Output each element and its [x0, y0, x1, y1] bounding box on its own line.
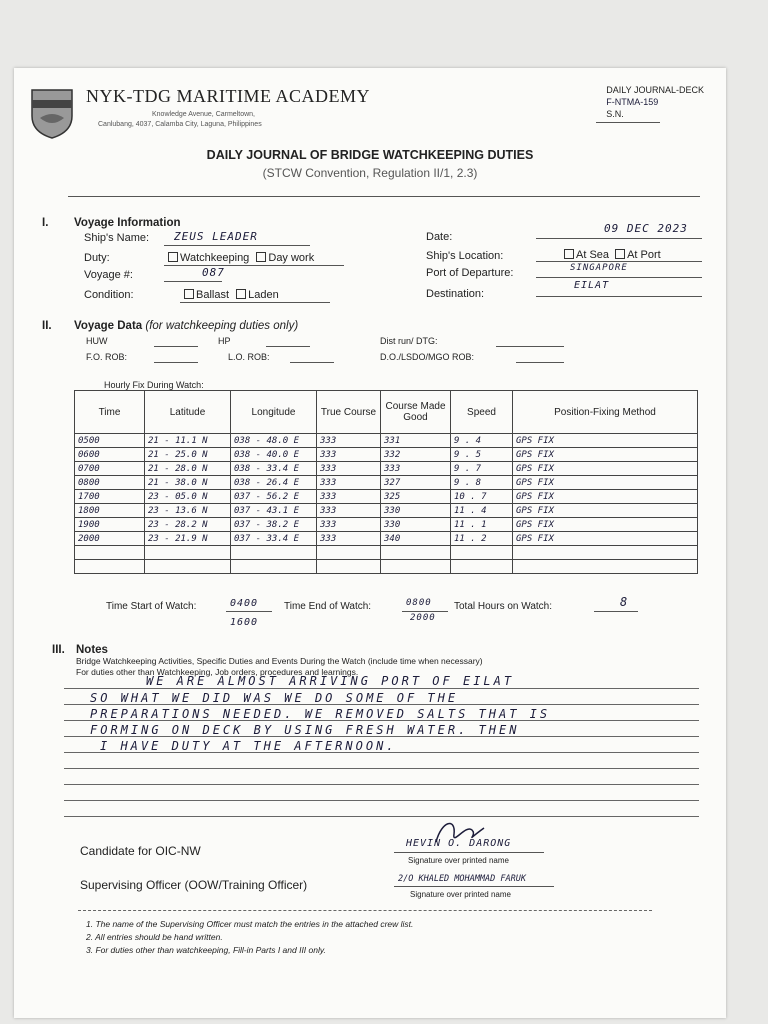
destination-line — [536, 296, 702, 297]
cell-speed[interactable]: 11 . 1 — [451, 518, 513, 532]
col-longitude: Longitude — [231, 391, 317, 434]
time-start-value-1[interactable]: 0400 — [230, 598, 259, 609]
cell-time[interactable]: 0700 — [75, 462, 145, 476]
footnote-2: 2. All entries should be hand written. — [86, 932, 223, 942]
journal-page — [14, 68, 726, 1018]
cell-speed[interactable]: 10 . 7 — [451, 490, 513, 504]
cell-fixing-method[interactable]: GPS FIX — [513, 434, 698, 448]
section-2-heading-wrap — [74, 320, 298, 332]
cell-fixing-method[interactable] — [513, 546, 698, 560]
col-course-made-good: Course Made Good — [381, 391, 451, 434]
form-code: F-NTMA-159 — [606, 97, 659, 107]
cell-fixing-method[interactable]: GPS FIX — [513, 462, 698, 476]
table-row — [75, 560, 698, 574]
cell-course-made-good[interactable]: 331 — [381, 434, 451, 448]
at-port-checkbox[interactable] — [615, 249, 625, 259]
candidate-sig-line — [394, 852, 544, 853]
col-true-course: True Course — [317, 391, 381, 434]
cell-latitude[interactable]: 23 - 28.2 N — [145, 518, 231, 532]
col-speed: Speed — [451, 391, 513, 434]
cell-latitude[interactable]: 23 - 13.6 N — [145, 504, 231, 518]
time-start-label: Time Start of Watch: — [106, 601, 197, 612]
address-line-2: Canlubang, 4037, Calamba City, Laguna, Philippines — [98, 121, 262, 128]
date-line — [536, 238, 702, 239]
cell-latitude[interactable]: 23 - 05.0 N — [145, 490, 231, 504]
hourly-fix-table — [74, 390, 698, 574]
huw-line — [154, 346, 198, 347]
table-row — [75, 462, 698, 476]
cell-longitude[interactable]: 038 - 40.0 E — [231, 448, 317, 462]
cell-latitude[interactable] — [145, 546, 231, 560]
cell-fixing-method[interactable]: GPS FIX — [513, 518, 698, 532]
total-hours-value[interactable]: 8 — [620, 595, 629, 609]
cell-time[interactable]: 2000 — [75, 532, 145, 546]
notes-text-line-3[interactable]: PREPARATIONS NEEDED. WE REMOVED SALTS THAT IS — [90, 707, 551, 721]
cell-latitude[interactable]: 21 - 25.0 N — [145, 448, 231, 462]
table-row — [75, 532, 698, 546]
supervising-officer-name[interactable]: 2/O KHALED MOHAMMAD FARUK — [398, 874, 526, 884]
table-row — [75, 490, 698, 504]
cell-course-made-good[interactable]: 330 — [381, 504, 451, 518]
cell-course-made-good[interactable] — [381, 560, 451, 574]
fo-rob-label: F.O. ROB: — [86, 352, 128, 362]
condition-label: Condition: — [84, 289, 134, 301]
cell-speed[interactable]: 11 . 2 — [451, 532, 513, 546]
cell-longitude[interactable]: 038 - 26.4 E — [231, 476, 317, 490]
at-port-label: At Port — [627, 249, 661, 261]
section-2-note: (for watchkeeping duties only) — [145, 320, 299, 332]
cell-true-course[interactable]: 333 — [317, 504, 381, 518]
col-time: Time — [75, 391, 145, 434]
dist-line — [496, 346, 564, 347]
ballast-label: Ballast — [196, 289, 230, 301]
do-rob-label: D.O./LSDO/MGO ROB: — [380, 352, 475, 362]
daywork-label: Day work — [268, 252, 315, 264]
cell-speed[interactable] — [451, 546, 513, 560]
notes-line-8 — [64, 800, 699, 801]
notes-line-9 — [64, 816, 699, 817]
ships-name-label: Ship's Name: — [84, 232, 150, 244]
table-row — [75, 546, 698, 560]
cell-course-made-good[interactable]: 325 — [381, 490, 451, 504]
cell-course-made-good[interactable]: 327 — [381, 476, 451, 490]
cell-fixing-method[interactable] — [513, 560, 698, 574]
voyage-line — [164, 281, 222, 282]
cell-latitude[interactable] — [145, 560, 231, 574]
sn-label: S.N. — [606, 109, 624, 119]
duty-line — [164, 265, 344, 266]
form-reference — [606, 84, 704, 120]
cell-course-made-good[interactable]: 330 — [381, 518, 451, 532]
cell-speed[interactable]: 9 . 4 — [451, 434, 513, 448]
section-3-number: III. — [52, 644, 65, 656]
departure-label: Port of Departure: — [426, 267, 514, 279]
ships-name-value[interactable]: ZEUS LEADER — [174, 230, 258, 243]
cell-speed[interactable] — [451, 560, 513, 574]
cell-speed[interactable]: 9 . 5 — [451, 448, 513, 462]
voyage-number-label: Voyage #: — [84, 269, 133, 281]
notes-text-line-1[interactable]: WE ARE ALMOST ARRIVING PORT OF EILAT — [146, 674, 515, 688]
form-type: DAILY JOURNAL-DECK — [606, 85, 704, 95]
time-start-line — [226, 611, 272, 612]
watchkeeping-checkbox[interactable] — [168, 252, 178, 262]
cell-true-course[interactable] — [317, 546, 381, 560]
hp-line — [266, 346, 310, 347]
cell-time[interactable]: 0600 — [75, 448, 145, 462]
cell-time[interactable]: 0500 — [75, 434, 145, 448]
cell-fixing-method[interactable]: GPS FIX — [513, 504, 698, 518]
cell-latitude[interactable]: 21 - 38.0 N — [145, 476, 231, 490]
date-label: Date: — [426, 231, 453, 243]
location-label: Ship's Location: — [426, 250, 504, 262]
notes-text-line-2[interactable]: SO WHAT WE DID WAS WE DO SOME OF THE — [90, 691, 459, 705]
cell-true-course[interactable]: 333 — [317, 462, 381, 476]
academy-crest-icon — [30, 88, 74, 140]
cell-true-course[interactable]: 333 — [317, 448, 381, 462]
cell-longitude[interactable] — [231, 546, 317, 560]
location-line — [536, 261, 702, 262]
candidate-label: Candidate for OIC-NW — [80, 844, 201, 858]
destination-label: Destination: — [426, 288, 485, 300]
cell-time[interactable]: 1700 — [75, 490, 145, 504]
notes-text-line-4[interactable]: FORMING ON DECK BY USING FRESH WATER. THEN — [90, 723, 520, 737]
ships-name-line — [164, 245, 310, 246]
col-fixing-method: Position-Fixing Method — [513, 391, 698, 434]
ballast-checkbox[interactable] — [184, 289, 194, 299]
cell-time[interactable] — [75, 560, 145, 574]
cell-time[interactable]: 0800 — [75, 476, 145, 490]
cell-course-made-good[interactable]: 333 — [381, 462, 451, 476]
cell-fixing-method[interactable]: GPS FIX — [513, 448, 698, 462]
page-subtitle: (STCW Convention, Regulation II/1, 2.3) — [262, 166, 478, 180]
cell-true-course[interactable] — [317, 560, 381, 574]
duty-options — [168, 252, 314, 264]
table-row — [75, 476, 698, 490]
departure-line — [536, 277, 702, 278]
cell-course-made-good[interactable]: 332 — [381, 448, 451, 462]
cell-true-course[interactable]: 333 — [317, 476, 381, 490]
cell-longitude[interactable]: 037 - 33.4 E — [231, 532, 317, 546]
cell-course-made-good[interactable]: 340 — [381, 532, 451, 546]
destination-value[interactable]: EILAT — [574, 280, 610, 291]
time-start-value-2[interactable]: 1600 — [230, 617, 259, 628]
notes-description-2: For duties other than Watchkeeping, Job orders, procedures and learnings. — [76, 667, 359, 677]
title-divider — [68, 196, 700, 197]
cell-true-course[interactable]: 333 — [317, 490, 381, 504]
cell-speed[interactable]: 11 . 4 — [451, 504, 513, 518]
at-sea-checkbox[interactable] — [564, 249, 574, 259]
col-latitude: Latitude — [145, 391, 231, 434]
cell-course-made-good[interactable] — [381, 546, 451, 560]
do-line — [516, 362, 564, 363]
cell-longitude[interactable]: 037 - 38.2 E — [231, 518, 317, 532]
cell-fixing-method[interactable]: GPS FIX — [513, 490, 698, 504]
officer-sig-line — [394, 886, 554, 887]
daywork-checkbox[interactable] — [256, 252, 266, 262]
laden-label: Laden — [248, 289, 279, 301]
at-sea-label: At Sea — [576, 249, 610, 261]
laden-checkbox[interactable] — [236, 289, 246, 299]
footnotes — [86, 918, 413, 957]
cell-time[interactable]: 1800 — [75, 504, 145, 518]
date-value[interactable]: 09 DEC 2023 — [604, 222, 688, 235]
table-row — [75, 434, 698, 448]
cell-longitude[interactable]: 037 - 56.2 E — [231, 490, 317, 504]
fo-line — [154, 362, 198, 363]
cell-true-course[interactable]: 333 — [317, 518, 381, 532]
section-2-heading: Voyage Data — [74, 320, 143, 332]
section-3-heading: Notes — [76, 644, 108, 656]
total-hours-label: Total Hours on Watch: — [454, 601, 553, 612]
sn-line — [596, 122, 660, 123]
cell-fixing-method[interactable]: GPS FIX — [513, 532, 698, 546]
cell-fixing-method[interactable]: GPS FIX — [513, 476, 698, 490]
huw-label: HUW — [86, 336, 108, 346]
time-end-line — [402, 611, 448, 612]
section-1-heading: Voyage Information — [74, 217, 181, 229]
cell-true-course[interactable]: 333 — [317, 532, 381, 546]
table-row — [75, 518, 698, 532]
departure-value[interactable]: SINGAPORE — [570, 263, 628, 273]
notes-line-6 — [64, 768, 699, 769]
cell-time[interactable]: 1900 — [75, 518, 145, 532]
cell-longitude[interactable]: 038 - 48.0 E — [231, 434, 317, 448]
cell-true-course[interactable]: 333 — [317, 434, 381, 448]
cell-longitude[interactable]: 037 - 43.1 E — [231, 504, 317, 518]
candidate-name[interactable]: HEVIN O. DARONG — [406, 838, 512, 849]
voyage-number-value[interactable]: 087 — [202, 266, 225, 279]
hourly-fix-label: Hourly Fix During Watch: — [104, 380, 204, 390]
section-2-number: II. — [42, 320, 52, 332]
duty-label: Duty: — [84, 252, 110, 264]
address-line-1: Knowledge Avenue, Carmeltown, — [152, 111, 255, 118]
table-row — [75, 504, 698, 518]
notes-description-1: Bridge Watchkeeping Activities, Specific Duties and Events During the Watch (include time when necessary) — [76, 656, 483, 666]
section-1-number: I. — [42, 217, 49, 229]
time-end-value-2[interactable]: 2000 — [410, 613, 436, 623]
notes-line-7 — [64, 784, 699, 785]
table-row — [75, 448, 698, 462]
location-options — [564, 249, 661, 261]
cell-longitude[interactable] — [231, 560, 317, 574]
officer-sig-caption: Signature over printed name — [410, 890, 511, 899]
hp-label: HP — [218, 336, 231, 346]
org-name: NYK-TDG MARITIME ACADEMY — [86, 86, 370, 106]
page-title: DAILY JOURNAL OF BRIDGE WATCHKEEPING DUTIES — [206, 148, 534, 162]
table-header-row — [75, 391, 698, 434]
notes-text-line-5[interactable]: I HAVE DUTY AT THE AFTERNOON. — [100, 739, 397, 753]
supervising-officer-label: Supervising Officer (OOW/Training Officer) — [80, 878, 308, 892]
dist-label: Dist run/ DTG: — [380, 336, 438, 346]
lo-line — [290, 362, 334, 363]
time-end-label: Time End of Watch: — [284, 601, 372, 612]
watchkeeping-label: Watchkeeping — [180, 252, 250, 264]
cell-longitude[interactable]: 038 - 33.4 E — [231, 462, 317, 476]
cell-latitude[interactable]: 21 - 28.0 N — [145, 462, 231, 476]
notes-line-1 — [64, 688, 699, 689]
footnote-divider — [78, 910, 652, 911]
condition-line — [180, 302, 330, 303]
cell-speed[interactable]: 9 . 7 — [451, 462, 513, 476]
footnote-3: 3. For duties other than watchkeeping, Fill-in Parts I and III only. — [86, 945, 326, 955]
cell-speed[interactable]: 9 . 8 — [451, 476, 513, 490]
condition-options — [184, 289, 279, 301]
cell-latitude[interactable]: 21 - 11.1 N — [145, 434, 231, 448]
footnote-1: 1. The name of the Supervising Officer must match the entries in the attached crew list. — [86, 919, 414, 929]
cell-time[interactable] — [75, 546, 145, 560]
total-hours-line — [594, 611, 638, 612]
candidate-sig-caption: Signature over printed name — [408, 856, 509, 865]
cell-latitude[interactable]: 23 - 21.9 N — [145, 532, 231, 546]
lo-rob-label: L.O. ROB: — [228, 352, 270, 362]
time-end-value-1[interactable]: 0800 — [406, 598, 432, 608]
